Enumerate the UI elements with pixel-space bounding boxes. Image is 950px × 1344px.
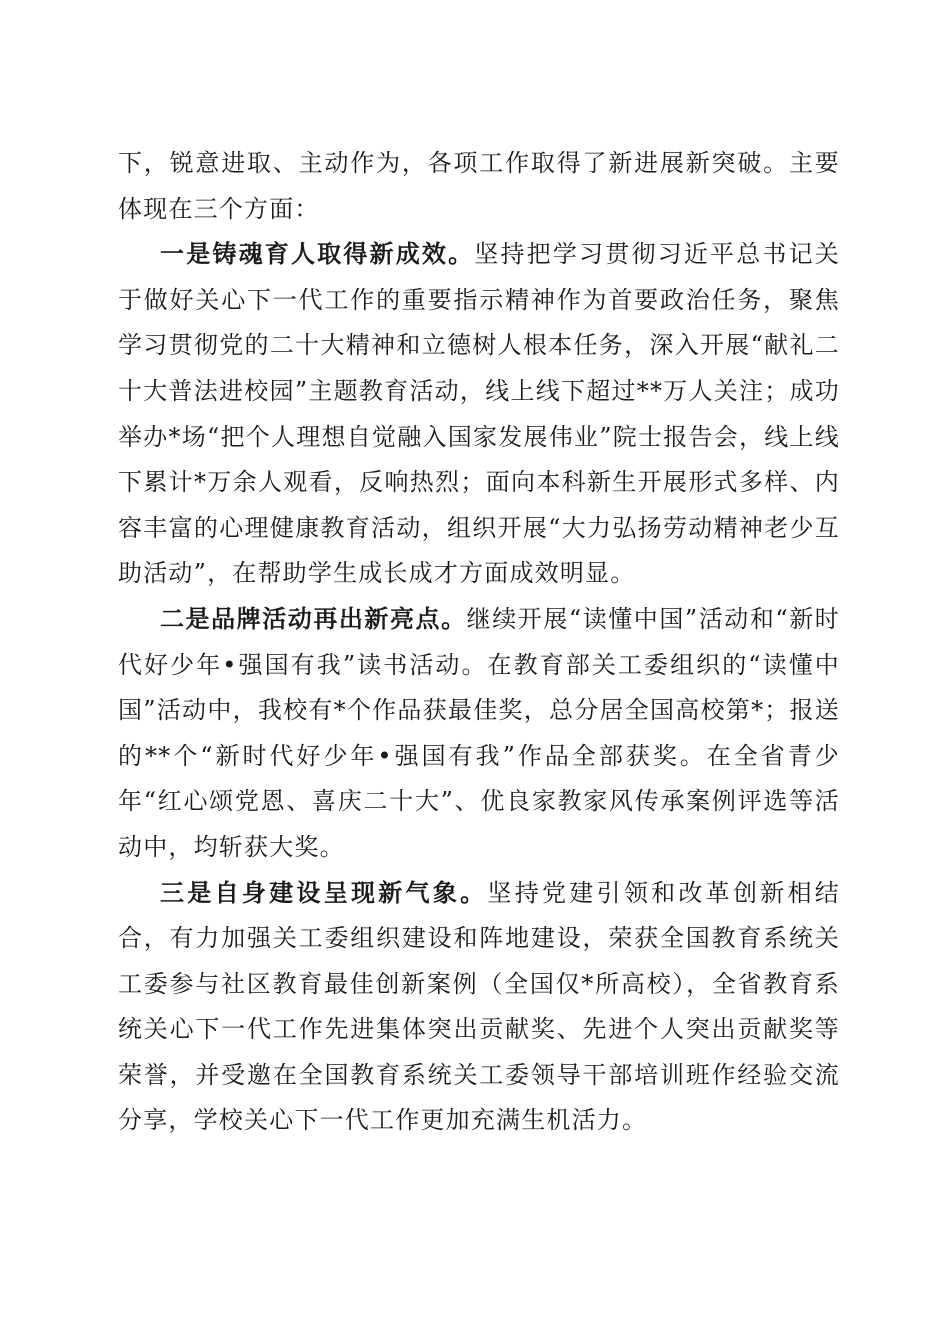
paragraph-text: 下，锐意进取、主动作为，各项工作取得了新进展新突破。主要体现在三个方面： [118,149,840,223]
document-body [118,141,840,1144]
paragraph-lead: 二是品牌活动再出新亮点。 [160,604,467,633]
paragraph-intro [118,141,840,232]
paragraph-lead: 三是自身建设呈现新气象。 [160,878,488,907]
paragraph-text: 坚持党建引领和改革创新相结合，有力加强关工委组织建设和阵地建设，荣获全国教育系统关工委参与社区教育最佳创新案例（全国仅*所高校），全省教育系统关心下一代工作先进集体突出贡献奖、先进个人突出贡献奖等荣誉，并受邀在全国教育系统关工委领导干部培训班作经验交流分享，学校关心下一代工作更加充满生机活力。 [118,878,840,1135]
paragraph-self-building [118,871,840,1145]
paragraph-education-results [118,232,840,597]
paragraph-brand-activities [118,597,840,871]
paragraph-lead: 一是铸魂育人取得新成效。 [160,240,475,269]
paragraph-text: 坚持把学习贯彻习近平总书记关于做好关心下一代工作的重要指示精神作为首要政治任务，聚焦学习贯彻党的二十大精神和立德树人根本任务，深入开展“献礼二十大普法进校园”主题教育活动，线上线下超过**万人关注；成功举办*场“把个人理想自觉融入国家发展伟业”院士报告会，线上线下累计*万余人观看，反响热烈；面向本科新生开展形式多样、内容丰富的心理健康教育活动，组织开展“大力弘扬劳动精神老少互助活动”，在帮助学生成长成才方面成效明显。 [118,240,840,588]
paragraph-text: 继续开展“读懂中国”活动和“新时代好少年•强国有我”读书活动。在教育部关工委组织的“读懂中国”活动中，我校有*个作品获最佳奖，总分居全国高校第*；报送的**个“新时代好少年•强国有我”作品全部获奖。在全省青少年“红心颂党恩、喜庆二十大”、优良家教家风传承案例评选等活动中，均斩获大奖。 [118,604,840,861]
